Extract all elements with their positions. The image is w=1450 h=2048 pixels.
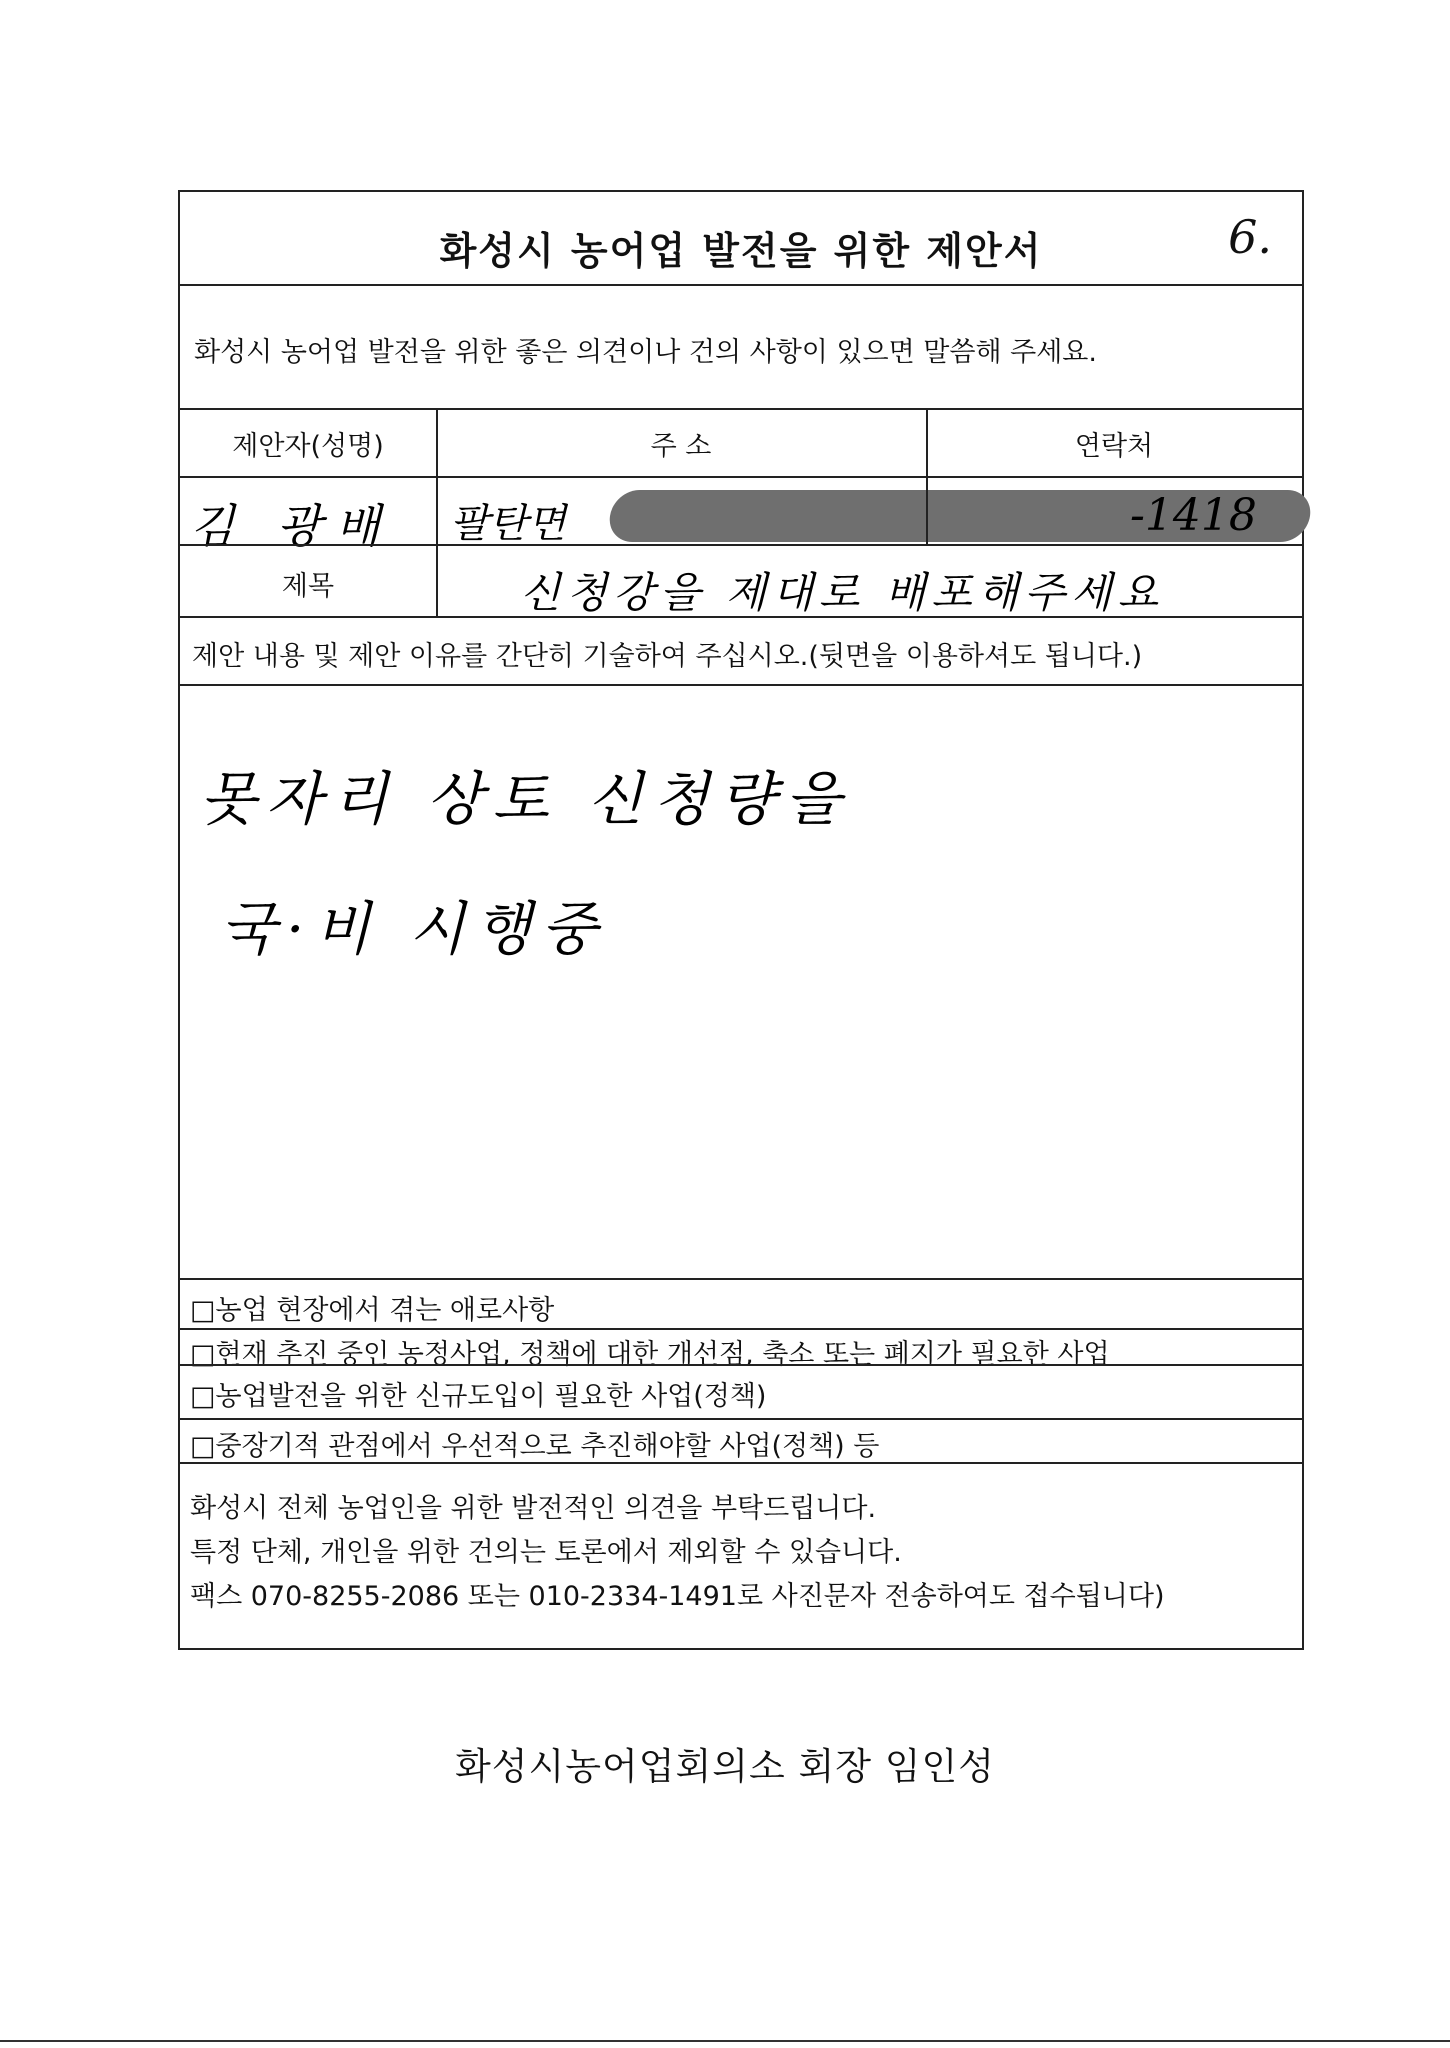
divider (180, 1364, 1302, 1366)
note-line: 화성시 전체 농업인을 위한 발전적인 의견을 부탁드립니다. (190, 1493, 877, 1524)
divider (180, 1278, 1302, 1280)
header-proposer: 제안자(성명) (232, 431, 384, 462)
checklist-item: □중장기적 관점에서 우선적으로 추진해야할 사업(정책) 등 (190, 1431, 880, 1462)
subject-label: 제목 (281, 571, 335, 602)
proposer-name: 김 광배 (190, 499, 394, 553)
content-line: 국·비 시행중 (220, 895, 608, 963)
divider (180, 408, 1302, 410)
divider (180, 1418, 1302, 1420)
page-bottom-rule (0, 2040, 1450, 2042)
intro-text: 화성시 농어업 발전을 위한 좋은 의견이나 건의 사항이 있으면 말씀해 주세요. (194, 337, 1097, 368)
divider (180, 684, 1302, 686)
footer-signature: 화성시농어업회의소 회장 임인성 (455, 1745, 995, 1788)
header-address: 주 소 (650, 431, 712, 462)
divider (180, 1462, 1302, 1464)
column-divider (436, 408, 438, 616)
divider (180, 616, 1302, 618)
header-contact: 연락처 (1074, 431, 1154, 462)
page-number: 6. (1228, 210, 1272, 264)
checklist-item: □현재 추진 중인 농정사업, 정책에 대한 개선점, 축소 또는 폐지가 필요한 사업 (190, 1339, 1110, 1370)
note-line: 팩스 070-8255-2086 또는 010-2334-1491로 사진문자 전송하여도 접수됩니다) (190, 1581, 1165, 1612)
note-line: 특정 단체, 개인을 위한 건의는 토론에서 제외할 수 있습니다. (190, 1537, 902, 1568)
subject-value: 신청강을 제대로 배포해주세요 (520, 568, 1165, 617)
divider (180, 476, 1302, 478)
form-title: 화성시 농어업 발전을 위한 제안서 (439, 229, 1043, 273)
content-line: 못자리 상토 신청량을 (200, 765, 852, 833)
checklist-item: □농업발전을 위한 신규도입이 필요한 사업(정책) (190, 1381, 767, 1412)
divider (180, 1328, 1302, 1330)
column-divider (926, 408, 928, 544)
divider (180, 284, 1302, 286)
contact-value: -1418 (1130, 490, 1257, 541)
divider (180, 544, 1302, 546)
instruction-text: 제안 내용 및 제안 이유를 간단히 기술하여 주십시오.(뒷면을 이용하셔도 됩니다.) (192, 641, 1143, 672)
checklist-item: □농업 현장에서 겪는 애로사항 (190, 1295, 555, 1326)
proposal-form (178, 190, 1304, 1650)
address-value: 팔탄면 (450, 501, 566, 547)
